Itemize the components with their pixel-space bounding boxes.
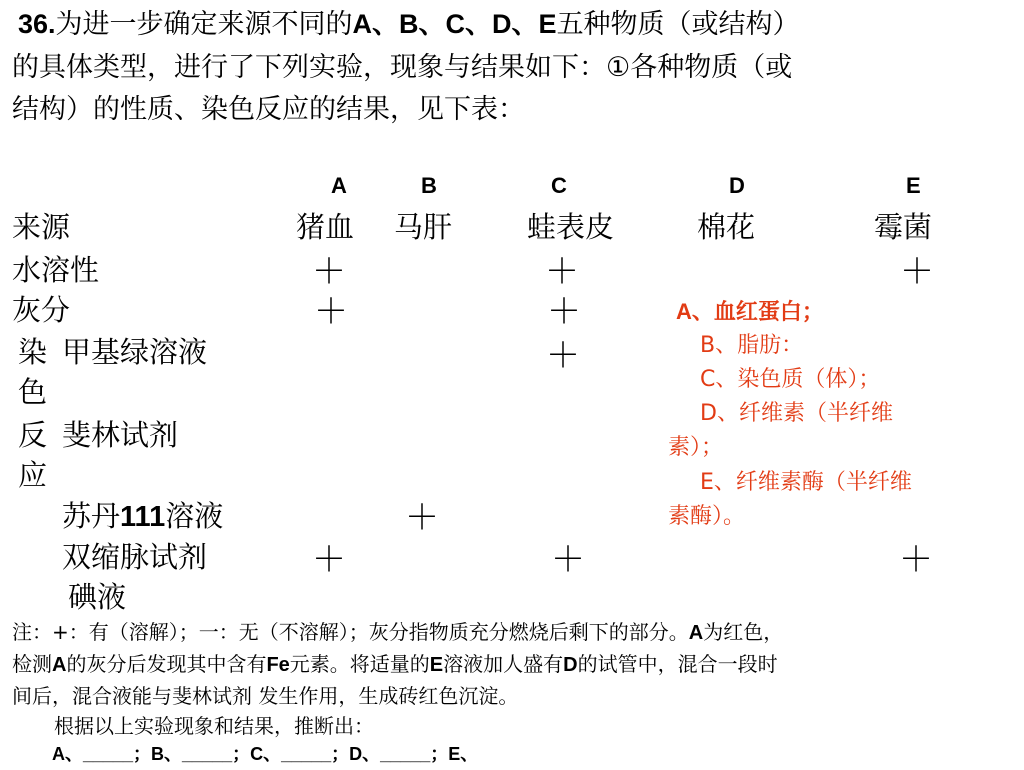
stain-label-char-1: 染 <box>18 335 48 369</box>
sudan-b-mark: ＋ <box>405 498 439 538</box>
stain-label-char-4: 应 <box>18 458 48 492</box>
row-label-source: 来源 <box>12 210 71 244</box>
source-e: 霉菌 <box>874 210 933 244</box>
note-line-2-bold-a: A <box>52 654 67 676</box>
question-line-2: 的具体类型，进行了下列实验，现象与结果如下：①各种物质（或 <box>12 52 793 83</box>
note-line-2-bold-e: E <box>429 654 444 676</box>
question-line-3: 结构）的性质、染色反应的结果，见下表： <box>12 94 525 125</box>
column-header-e: E <box>906 173 921 198</box>
answer-blanks-line: A、_____；B、_____；C、_____；D、_____；E、 <box>52 744 479 764</box>
question-letters: A、B、C、D、E <box>352 9 557 39</box>
note-line-2-mid-2: 元素。将适量的 <box>289 652 430 676</box>
source-a: 猪血 <box>296 210 355 244</box>
note-line-3: 间后，混合液能与斐林试剂 发生作用，生成砖红色沉淀。 <box>12 684 519 708</box>
row-label-sudan <box>62 494 223 535</box>
row-label-water-solubility: 水溶性 <box>12 253 100 287</box>
question-text-tail: 五种物质（或结构） <box>556 9 800 40</box>
column-header-d: D <box>729 173 745 198</box>
row-label-iodine: 碘液 <box>68 580 127 614</box>
ash-a-mark: ＋ <box>314 292 348 332</box>
stain-label-char-3: 反 <box>18 418 48 452</box>
question-text: 为进一步确定来源不同的 <box>55 9 353 40</box>
note-line-2 <box>12 648 778 681</box>
biuret-c-mark: ＋ <box>551 540 585 580</box>
row-label-biuret: 双缩脉试剂 <box>62 540 208 574</box>
ash-c-mark: ＋ <box>547 292 581 332</box>
sudan-label-num: 111 <box>120 501 166 533</box>
note-line-2-bold-fe: Fe <box>266 654 290 676</box>
note-line-1-post: 为红色， <box>703 620 784 644</box>
note-line-2-mid-3: 溶液加人盛有 <box>443 652 564 676</box>
water-e-mark: ＋ <box>900 252 934 292</box>
source-c: 蛙表皮 <box>527 210 615 244</box>
answer-e-line-2: 素酶）。 <box>668 504 746 529</box>
note-line-2-pre: 检测 <box>12 652 52 676</box>
water-a-mark: ＋ <box>312 252 346 292</box>
row-label-methyl-green: 甲基绿溶液 <box>62 335 208 369</box>
question-number: 36. <box>18 9 56 39</box>
answer-d-line-1: D、纤维素（半纤维 <box>700 401 893 426</box>
note-line-2-bold-d: D <box>563 654 578 676</box>
answer-e-line-1: E、纤维素酶（半纤维 <box>700 470 912 495</box>
answer-a: A、血红蛋白； <box>676 299 824 324</box>
note-line-1-pre: 注：+：有（溶解）；一：无（不溶解）；灰分指物质充分燃烧后剩下的部分。 <box>12 620 689 644</box>
biuret-e-mark: ＋ <box>899 540 933 580</box>
answer-b: B、脂肪： <box>700 333 804 358</box>
answer-c: C、染色质（体）； <box>700 367 881 392</box>
question-line-1 <box>18 4 800 45</box>
sudan-label-post: 溶液 <box>165 499 224 533</box>
biuret-a-mark: ＋ <box>312 540 346 580</box>
column-header-b: B <box>421 173 437 198</box>
note-line-2-mid-1: 的灰分后发现其中含有 <box>66 652 267 676</box>
methyl-c-mark: ＋ <box>546 336 580 376</box>
note-line-4: 根据以上实验现象和结果，推断出： <box>54 714 374 738</box>
water-c-mark: ＋ <box>545 252 579 292</box>
note-line-1-bold: A <box>688 622 704 644</box>
note-line-1 <box>12 616 783 649</box>
column-header-c: C <box>551 173 567 198</box>
source-d: 棉花 <box>697 210 756 244</box>
stain-label-char-2: 色 <box>18 375 48 409</box>
row-label-fehling: 斐林试剂 <box>62 418 179 452</box>
source-b: 马肝 <box>394 210 453 244</box>
answer-d-line-2: 素）； <box>668 435 724 460</box>
note-line-2-post: 的试管中，混合一段时 <box>577 652 778 676</box>
row-label-ash: 灰分 <box>12 293 71 327</box>
column-header-a: A <box>331 173 347 198</box>
sudan-label-pre: 苏丹 <box>62 499 121 533</box>
